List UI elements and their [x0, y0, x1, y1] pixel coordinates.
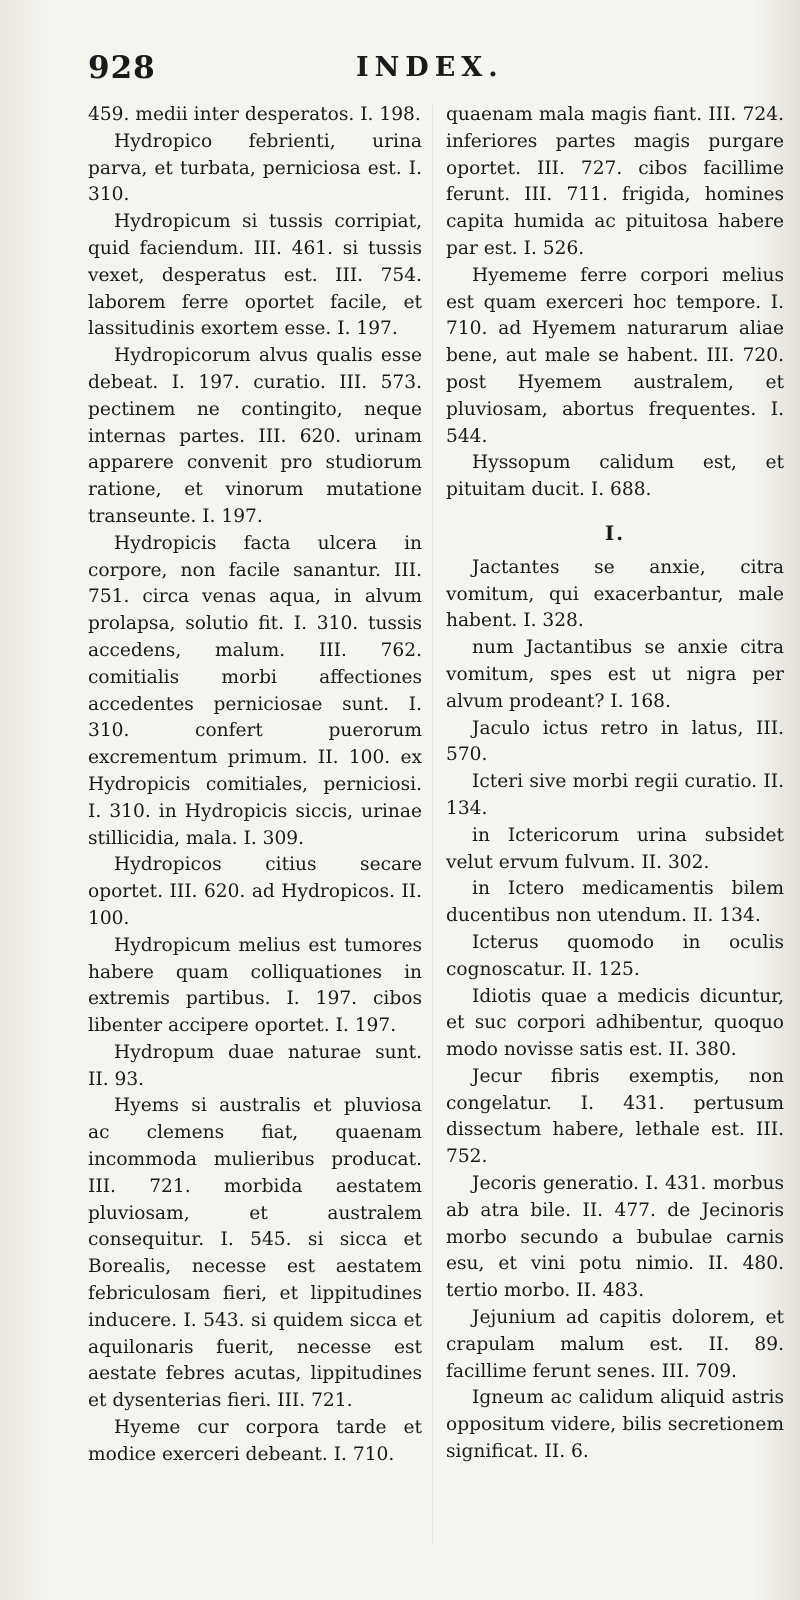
index-column-left [88, 102, 422, 1469]
index-entry: Hydropum duae naturae sunt. II. 93. [88, 1041, 422, 1090]
index-entry: Icterus quomodo in oculis cognoscatur. II. 125. [446, 931, 784, 980]
page-header [88, 50, 768, 94]
index-entry: Hyeme cur corpora tarde et modice exerceri debeant. I. 710. [88, 1417, 422, 1465]
index-entry: Hydropicum si tussis corripiat, quid faciendum. III. 461. si tussis vexet, desperatus est. III. 754. laborem ferre oportet facile, et lassitudinis exortem esse. I. 197. [88, 211, 422, 340]
section-letter-heading: I. [604, 520, 626, 545]
index-column-right [446, 102, 784, 1466]
index-entry: Icteri sive morbi regii curatio. II. 134. [446, 771, 784, 819]
column-gutter [432, 104, 433, 1544]
index-entry: Jaculo ictus retro in latus, III. 570. [446, 717, 784, 766]
index-entry: Jecur fibris exemptis, non congelatur. I. 431. pertusum dissectum habere, lethale est. III. 752. [446, 1065, 784, 1168]
page-number: 928 [88, 50, 156, 86]
index-entry: 459. medii inter desperatos. I. 198. [88, 104, 421, 125]
index-entry: Idiotis quae a medicis dicuntur, et suc corpori adhibentur, quoquo modo novisse satis est. II. 380. [446, 985, 784, 1061]
index-column-right-bottom [446, 555, 784, 1466]
index-entry: Jecoris generatio. I. 431. morbus ab atra bile. II. 477. de Jecinoris morbo secundo a bubulae carnis esu, et vini potu nimio. II. 480. tertio morbo. II. 483. [446, 1173, 784, 1302]
index-entry: in Ictero medicamentis bilem ducentibus non utendum. II. 134. [446, 878, 784, 927]
index-entry: Hyssopum calidum est, et pituitam ducit. I. 688. [446, 452, 784, 501]
index-column-right-top [446, 102, 784, 504]
index-entry: Hyems si australis et pluviosa ac clemens fiat, quaenam incommoda mulieribus producat. III. 721. morbida aestatem pluviosam, et australem consequitur. I. 545. si sicca et Borealis, necesse est aestatem febriculosam fieri, et lippitudines inducere. I. 543. si quidem sicca et aquilonaris fuerit, necesse est aestate febres acutas, lippitudines et dysenterias fieri. III. 721. [88, 1095, 422, 1412]
index-entry: Igneum ac calidum aliquid astris oppositum videre, bilis secretionem significat. II. 6. [446, 1387, 784, 1463]
index-entry: Hydropicos citius secare oportet. III. 620. ad Hydropicos. II. 100. [88, 854, 422, 929]
running-head: INDEX. [356, 52, 504, 83]
index-entry: quaenam mala magis fiant. III. 724. inferiores partes magis purgare oportet. III. 727. cibos facillime ferunt. III. 711. frigida, homines capita humida ac pituitosa habere par est. I. 526. [446, 104, 784, 259]
index-entry: Hyememe ferre corpori melius est quam exerceri hoc tempore. I. 710. ad Hyemem naturarum aliae bene, aut male se habent. III. 720. post Hyemem australem, et pluviosam, abortus frequentes. I. 544. [446, 264, 784, 447]
index-entry: Hydropico febrienti, urina parva, et turbata, perniciosa est. I. 310. [88, 130, 422, 206]
index-entry: num Jactantibus se anxie citra vomitum, spes est ut nigra per alvum prodeant? I. 168. [446, 637, 784, 712]
index-entry: Hydropicis facta ulcera in corpore, non facile sanantur. III. 751. circa venas aqua, in alvum prolapsa, solutio fit. I. 310. tussis accedens, malum. III. 762. comitialis morbi affectiones accedentes perniciosae sunt. I. 310. confert puerorum excrementum primum. II. 100. ex Hydropicis comitiales, perniciosi. I. 310. in Hydropicis siccis, urinae stillicidia, mala. I. 309. [88, 532, 422, 849]
index-entry: Hydropicorum alvus qualis esse debeat. I. 197. curatio. III. 573. pectinem ne contingito, neque internas partes. III. 620. urinam apparere convenit pro studiorum ratione, et vinorum mutatione transeunte. I. 197. [88, 345, 422, 527]
index-entry: Jactantes se anxie, citra vomitum, qui exacerbantur, male habent. I. 328. [446, 556, 784, 632]
index-entry: Hydropicum melius est tumores habere quam colliquationes in extremis partibus. I. 197. cibos libenter accipere oportet. I. 197. [88, 934, 422, 1037]
index-entry: in Ictericorum urina subsidet velut ervum fulvum. II. 302. [446, 824, 784, 873]
index-entry: Jejunium ad capitis dolorem, et crapulam malum est. II. 89. facillime ferunt senes. III. 709. [446, 1307, 784, 1382]
